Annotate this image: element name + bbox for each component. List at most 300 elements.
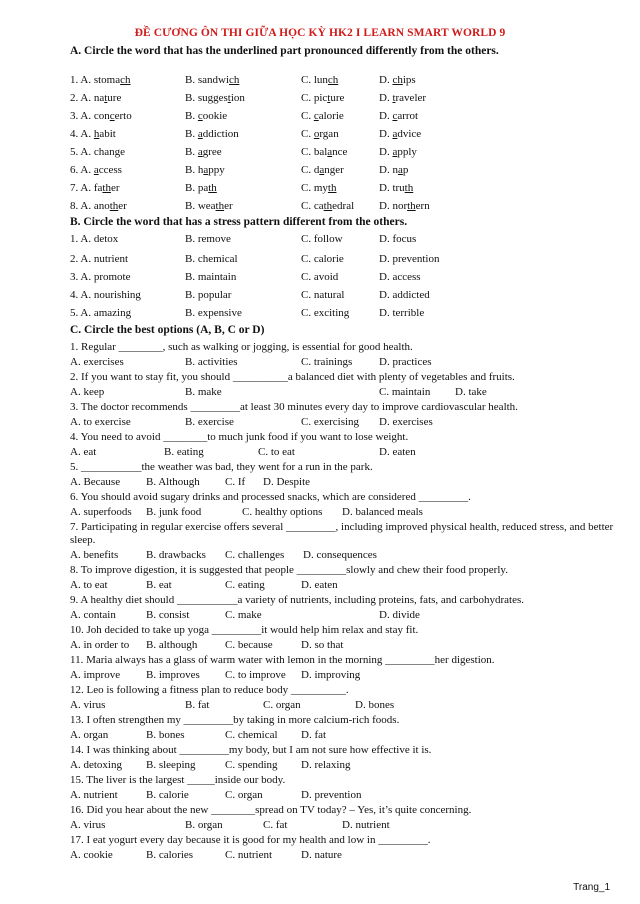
- question-stem: [70, 774, 630, 787]
- question-stem: [70, 804, 630, 817]
- answer-option: B. bones: [146, 729, 185, 741]
- answer-option: B. although: [146, 639, 198, 651]
- answer-option: [379, 110, 418, 122]
- question-stem: [70, 401, 630, 414]
- answer-option: D. divide: [379, 609, 420, 621]
- option-text: C.: [301, 110, 314, 122]
- underlined-part: a: [203, 164, 209, 176]
- question-stem: [70, 461, 630, 474]
- answer-option: [185, 110, 227, 122]
- answer-option: B. eat: [146, 579, 172, 591]
- option-text: C. d: [301, 164, 320, 176]
- answer-option: 3. A. promote: [70, 271, 131, 283]
- question-text: , including improved physical health, reduced stress, and better sleep.: [70, 521, 614, 546]
- section-c-heading: C. Circle the best options (A, B, C or D): [70, 324, 265, 336]
- underlined-part: c: [313, 110, 319, 122]
- answer-option: A. to exercise: [70, 416, 131, 428]
- section-a-row: [70, 182, 630, 197]
- answer-option: B. drawbacks: [146, 549, 206, 561]
- question-text: 6. You should avoid sugary drinks and processed snacks, which are considered: [70, 491, 419, 503]
- answer-blank: _________: [190, 401, 240, 413]
- answer-option: [185, 164, 225, 176]
- answer-option: A. keep: [70, 386, 105, 398]
- option-text: edral: [332, 200, 355, 212]
- underlined-part: th: [215, 200, 225, 212]
- question-text: 16. Did you hear about the new: [70, 804, 212, 816]
- option-text: raveler: [395, 92, 427, 104]
- answer-option: B. activities: [185, 356, 238, 368]
- answer-option: 4. A. nourishing: [70, 289, 141, 301]
- underlined-part: t: [327, 92, 331, 104]
- answer-blank: ________: [163, 431, 208, 443]
- option-text: 3. A. con: [70, 110, 110, 122]
- answer-option: D. Despite: [263, 476, 311, 488]
- option-text: C. ca: [301, 200, 324, 212]
- option-text: B.: [185, 110, 198, 122]
- question-text: at least 30 minutes every day to improve cardiovascular health.: [239, 401, 518, 413]
- answer-blank: _________: [418, 491, 469, 503]
- option-text: ips: [402, 74, 416, 86]
- underlined-part: th: [208, 182, 217, 194]
- question-options: [70, 506, 630, 519]
- answer-option: D. eaten: [379, 446, 416, 458]
- underlined-part: c: [392, 110, 398, 122]
- answer-option: [185, 128, 239, 140]
- option-text: alorie: [318, 110, 344, 122]
- question-options: [70, 729, 630, 742]
- answer-option: [70, 74, 131, 86]
- section-a-heading: A. Circle the word that has the underlined part pronounced differently from the others.: [70, 45, 499, 57]
- answer-option: [301, 164, 344, 176]
- option-text: B. h: [185, 164, 204, 176]
- answer-option: C. avoid: [301, 271, 339, 283]
- answer-option: B. expensive: [185, 307, 242, 319]
- answer-option: A. improve: [70, 669, 121, 681]
- question-text: slowly and chew their food properly.: [346, 564, 508, 576]
- answer-option: [70, 110, 132, 122]
- underlined-part: th: [109, 200, 119, 212]
- question-text: 11. Maria always has a glass of warm water with lemon in the morning: [70, 654, 386, 666]
- answer-blank: _________: [296, 564, 347, 576]
- answer-option: A. in order to: [70, 639, 130, 651]
- answer-option: 2. A. nutrient: [70, 253, 129, 265]
- option-text: dvice: [397, 128, 422, 140]
- answer-blank: _________: [286, 521, 336, 533]
- answer-option: D. exercises: [379, 416, 433, 428]
- answer-option: C. eating: [225, 579, 265, 591]
- answer-option: B. chemical: [185, 253, 238, 265]
- option-text: B. sandwi: [185, 74, 229, 86]
- question-text: .: [427, 834, 431, 846]
- option-text: ure: [330, 92, 345, 104]
- option-text: C.: [301, 128, 314, 140]
- option-text: C. lun: [301, 74, 328, 86]
- section-b-heading: B. Circle the word that has a stress pattern different from the others.: [70, 216, 408, 228]
- answer-option: C. to eat: [258, 446, 295, 458]
- answer-option: D. consequences: [303, 549, 377, 561]
- option-text: ure: [107, 92, 122, 104]
- answer-option: A. virus: [70, 699, 106, 711]
- answer-option: D. addicted: [379, 289, 430, 301]
- question-text: .: [345, 684, 349, 696]
- underlined-part: t: [227, 92, 231, 104]
- answer-option: D. nutrient: [342, 819, 390, 831]
- answer-option: C. because: [225, 639, 273, 651]
- question-text: 8. To improve digestion, it is suggested that people: [70, 564, 297, 576]
- question-stem: [70, 834, 630, 847]
- section-a-row: [70, 146, 630, 161]
- underlined-part: th: [404, 182, 414, 194]
- question-stem: [70, 714, 630, 727]
- question-options: [70, 446, 630, 459]
- answer-option: C. If: [225, 476, 246, 488]
- option-text: D.: [379, 74, 393, 86]
- underlined-part: t: [392, 92, 396, 104]
- question-stem: [70, 624, 630, 637]
- question-stem: [70, 654, 630, 667]
- question-text: her digestion.: [434, 654, 495, 666]
- question-text: 4. You need to avoid: [70, 431, 164, 443]
- option-text: 2. A. na: [70, 92, 105, 104]
- option-text: C. pic: [301, 92, 328, 104]
- answer-option: D. bones: [355, 699, 395, 711]
- page-title: ĐỀ CƯƠNG ÔN THI GIỮA HỌC KỲ HK2 I LEARN SMART WORLD 9: [134, 27, 506, 39]
- option-text: ookie: [202, 110, 228, 122]
- answer-option: [70, 164, 122, 176]
- answer-option: B. consist: [146, 609, 190, 621]
- underlined-part: a: [397, 164, 403, 176]
- answer-option: A. contain: [70, 609, 116, 621]
- answer-option: C. natural: [301, 289, 345, 301]
- underlined-part: a: [392, 146, 398, 158]
- answer-option: C. healthy options: [242, 506, 323, 518]
- option-text: erto: [114, 110, 132, 122]
- underlined-part: c: [109, 110, 115, 122]
- answer-option: B. Although: [146, 476, 200, 488]
- answer-option: [185, 74, 239, 86]
- answer-option: D. prevention: [379, 253, 440, 265]
- question-text: , such as walking or jogging, is essential for good health.: [162, 341, 413, 353]
- question-text: 10. Joh decided to take up yoga: [70, 624, 212, 636]
- answer-option: C. trainings: [301, 356, 353, 368]
- answer-option: A. nutrient: [70, 789, 118, 801]
- option-text: B. wea: [185, 200, 216, 212]
- question-stem: [70, 684, 630, 697]
- answer-blank: __________: [290, 684, 346, 696]
- question-text: 9. A healthy diet should: [70, 594, 177, 606]
- answer-blank: _________: [183, 714, 234, 726]
- underlined-part: th: [102, 182, 111, 194]
- answer-option: A. to eat: [70, 579, 108, 591]
- question-text: 13. I often strengthen my: [70, 714, 184, 726]
- option-text: pply: [397, 146, 417, 158]
- question-options: [70, 639, 630, 652]
- answer-option: 1. A. detox: [70, 233, 119, 245]
- option-text: ern: [415, 200, 430, 212]
- answer-option: A. superfoods: [70, 506, 132, 518]
- underlined-part: o: [313, 128, 320, 140]
- question-options: [70, 386, 630, 399]
- answer-option: B. eating: [164, 446, 204, 458]
- section-b-row: [70, 289, 630, 304]
- option-text: ddiction: [202, 128, 239, 140]
- question-text: 17. I eat yogurt every day because it is good for my health and low in: [70, 834, 379, 846]
- answer-option: C. spending: [225, 759, 278, 771]
- answer-option: A. benefits: [70, 549, 119, 561]
- answer-option: [379, 128, 421, 140]
- question-options: [70, 669, 630, 682]
- answer-option: B. make: [185, 386, 222, 398]
- option-text: C. bal: [301, 146, 328, 158]
- answer-option: D. relaxing: [301, 759, 351, 771]
- answer-option: [379, 92, 426, 104]
- underlined-part: a: [319, 164, 325, 176]
- question-text: inside our body.: [214, 774, 286, 786]
- answer-option: D. focus: [379, 233, 417, 245]
- answer-option: D. improving: [301, 669, 361, 681]
- question-stem: [70, 594, 630, 607]
- section-a-row: [70, 200, 630, 215]
- answer-option: [301, 146, 347, 158]
- answer-option: D. eaten: [301, 579, 338, 591]
- option-text: ion: [230, 92, 245, 104]
- section-a-row: [70, 164, 630, 179]
- answer-option: B. exercise: [185, 416, 234, 428]
- answer-option: [379, 200, 430, 212]
- option-text: gree: [202, 146, 222, 158]
- answer-blank: _________: [378, 834, 428, 846]
- answer-option: 5. A. amazing: [70, 307, 132, 319]
- question-text: a variety of nutrients, including proteins, fats, and carbohydrates.: [237, 594, 524, 606]
- answer-option: [185, 200, 233, 212]
- answer-option: B. remove: [185, 233, 231, 245]
- option-text: D.: [379, 146, 393, 158]
- answer-option: [301, 92, 344, 104]
- option-text: D. n: [379, 164, 398, 176]
- answer-option: B. organ: [185, 819, 223, 831]
- answer-blank: ________: [118, 341, 163, 353]
- question-stem: [70, 491, 630, 504]
- answer-option: C. exciting: [301, 307, 350, 319]
- option-text: C. my: [301, 182, 328, 194]
- answer-option: [301, 110, 344, 122]
- page-number: Trang_1: [573, 882, 610, 893]
- answer-option: [301, 200, 354, 212]
- question-text: 15. The liver is the largest: [70, 774, 188, 786]
- answer-option: B. junk food: [146, 506, 202, 518]
- question-stem: [70, 744, 630, 757]
- answer-blank: _________: [211, 624, 262, 636]
- question-text: my body, but I am not sure how effective it is.: [228, 744, 432, 756]
- underlined-part: th: [323, 200, 333, 212]
- underlined-part: a: [93, 164, 99, 176]
- option-text: ppy: [208, 164, 225, 176]
- option-text: D.: [379, 128, 393, 140]
- answer-option: C. maintain: [379, 386, 431, 398]
- question-options: [70, 849, 630, 862]
- option-text: e: [120, 146, 125, 158]
- answer-option: [379, 182, 413, 194]
- answer-option: [185, 92, 245, 104]
- underlined-part: a: [392, 128, 398, 140]
- option-text: B. pa: [185, 182, 209, 194]
- answer-option: A. eat: [70, 446, 97, 458]
- section-a-row: [70, 92, 630, 107]
- question-stem: [70, 341, 630, 354]
- underlined-part: th: [407, 200, 416, 212]
- answer-option: C. chemical: [225, 729, 278, 741]
- answer-option: A. virus: [70, 819, 106, 831]
- option-text: D.: [379, 110, 393, 122]
- underlined-part: c: [197, 110, 203, 122]
- section-a-row: [70, 110, 630, 125]
- answer-blank: ___________: [176, 594, 238, 606]
- section-a-row: [70, 74, 630, 89]
- underlined-part: h: [93, 128, 100, 140]
- answer-option: C. organ: [263, 699, 301, 711]
- answer-blank: _________: [179, 744, 229, 756]
- answer-option: [70, 92, 121, 104]
- answer-option: D. so that: [301, 639, 344, 651]
- underlined-part: ch: [120, 74, 131, 86]
- question-text: 12. Leo is following a fitness plan to reduce body: [70, 684, 291, 696]
- underlined-part: a: [197, 146, 203, 158]
- question-options: [70, 609, 630, 622]
- answer-option: D. access: [379, 271, 421, 283]
- option-text: 4. A.: [70, 128, 94, 140]
- question-text: to much junk food if you want to lose weight.: [207, 431, 409, 443]
- answer-option: A. exercises: [70, 356, 124, 368]
- question-stem: [70, 371, 630, 384]
- answer-option: A. organ: [70, 729, 109, 741]
- question-options: [70, 416, 630, 429]
- answer-option: D. practices: [379, 356, 432, 368]
- answer-option: D. terrible: [379, 307, 425, 319]
- answer-option: [301, 182, 336, 194]
- answer-option: [379, 74, 416, 86]
- option-text: nce: [332, 146, 348, 158]
- answer-option: C. calorie: [301, 253, 344, 265]
- answer-option: D. prevention: [301, 789, 362, 801]
- answer-blank: _____: [187, 774, 215, 786]
- question-text: 1. Regular: [70, 341, 119, 353]
- question-text: by taking in more calcium-rich foods.: [233, 714, 400, 726]
- underlined-part: ch: [327, 74, 339, 86]
- option-text: B.: [185, 128, 198, 140]
- answer-option: D. nature: [301, 849, 342, 861]
- question-options: [70, 549, 630, 562]
- option-text: B. sugges: [185, 92, 228, 104]
- answer-option: C. exercising: [301, 416, 360, 428]
- answer-option: A. detoxing: [70, 759, 122, 771]
- option-text: D.: [379, 92, 393, 104]
- answer-option: A. cookie: [70, 849, 113, 861]
- answer-blank: ________: [211, 804, 256, 816]
- question-text: 3. The doctor recommends: [70, 401, 191, 413]
- question-stem: [70, 564, 630, 577]
- question-options: [70, 759, 630, 772]
- answer-option: [70, 182, 120, 194]
- answer-option: [379, 164, 408, 176]
- section-b-row: [70, 307, 630, 322]
- option-text: D. tru: [379, 182, 405, 194]
- option-text: B.: [185, 146, 198, 158]
- answer-option: D. take: [455, 386, 487, 398]
- question-text: spread on TV today? – Yes, it’s quite concerning.: [255, 804, 472, 816]
- option-text: 7. A. fa: [70, 182, 103, 194]
- answer-option: [185, 146, 222, 158]
- underlined-part: a: [197, 128, 203, 140]
- answer-option: C. challenges: [225, 549, 285, 561]
- answer-blank: _________: [385, 654, 435, 666]
- underlined-part: th: [327, 182, 337, 194]
- answer-option: B. fat: [185, 699, 210, 711]
- option-text: er: [224, 200, 233, 212]
- answer-option: [70, 146, 125, 158]
- answer-option: [70, 128, 116, 140]
- question-text: the weather was bad, they went for a run in the park.: [141, 461, 373, 473]
- answer-option: A. Because: [70, 476, 121, 488]
- answer-option: B. calories: [146, 849, 194, 861]
- answer-option: [70, 200, 127, 212]
- question-text: a balanced diet with plenty of vegetables and fruits.: [287, 371, 515, 383]
- answer-option: B. popular: [185, 289, 232, 301]
- question-stem: [70, 521, 630, 547]
- question-options: [70, 819, 630, 832]
- answer-option: C. to improve: [225, 669, 286, 681]
- underlined-part: g: [114, 146, 121, 158]
- answer-option: [301, 128, 339, 140]
- answer-option: C. organ: [225, 789, 263, 801]
- underlined-part: ch: [229, 74, 240, 86]
- question-text: 7. Participating in regular exercise offers several: [70, 521, 287, 533]
- option-text: abit: [99, 128, 116, 140]
- option-text: nger: [324, 164, 344, 176]
- option-text: 6. A.: [70, 164, 94, 176]
- section-a-row: [70, 128, 630, 143]
- question-options: [70, 476, 630, 489]
- question-options: [70, 356, 630, 369]
- answer-option: [301, 74, 338, 86]
- answer-blank: __________: [232, 371, 288, 383]
- answer-option: [185, 182, 217, 194]
- answer-option: C. follow: [301, 233, 343, 245]
- answer-option: B. calorie: [146, 789, 189, 801]
- section-b-row: [70, 233, 630, 248]
- answer-option: B. improves: [146, 669, 200, 681]
- option-text: 1. A. stoma: [70, 74, 121, 86]
- question-text: 5.: [70, 461, 81, 473]
- question-options: [70, 579, 630, 592]
- option-text: er: [110, 182, 120, 194]
- option-text: ccess: [98, 164, 122, 176]
- answer-option: C. nutrient: [225, 849, 273, 861]
- answer-blank: ___________: [81, 461, 142, 473]
- answer-option: C. make: [225, 609, 262, 621]
- option-text: rgan: [319, 128, 339, 140]
- answer-option: D. fat: [301, 729, 327, 741]
- question-text: .: [468, 491, 471, 503]
- answer-option: D. balanced meals: [342, 506, 423, 518]
- question-text: 14. I was thinking about: [70, 744, 180, 756]
- question-options: [70, 699, 630, 712]
- option-text: er: [118, 200, 127, 212]
- option-text: D. nor: [379, 200, 408, 212]
- question-stem: [70, 431, 630, 444]
- answer-option: B. sleeping: [146, 759, 196, 771]
- underlined-part: ch: [392, 74, 403, 86]
- question-text: 2. If you want to stay fit, you should: [70, 371, 233, 383]
